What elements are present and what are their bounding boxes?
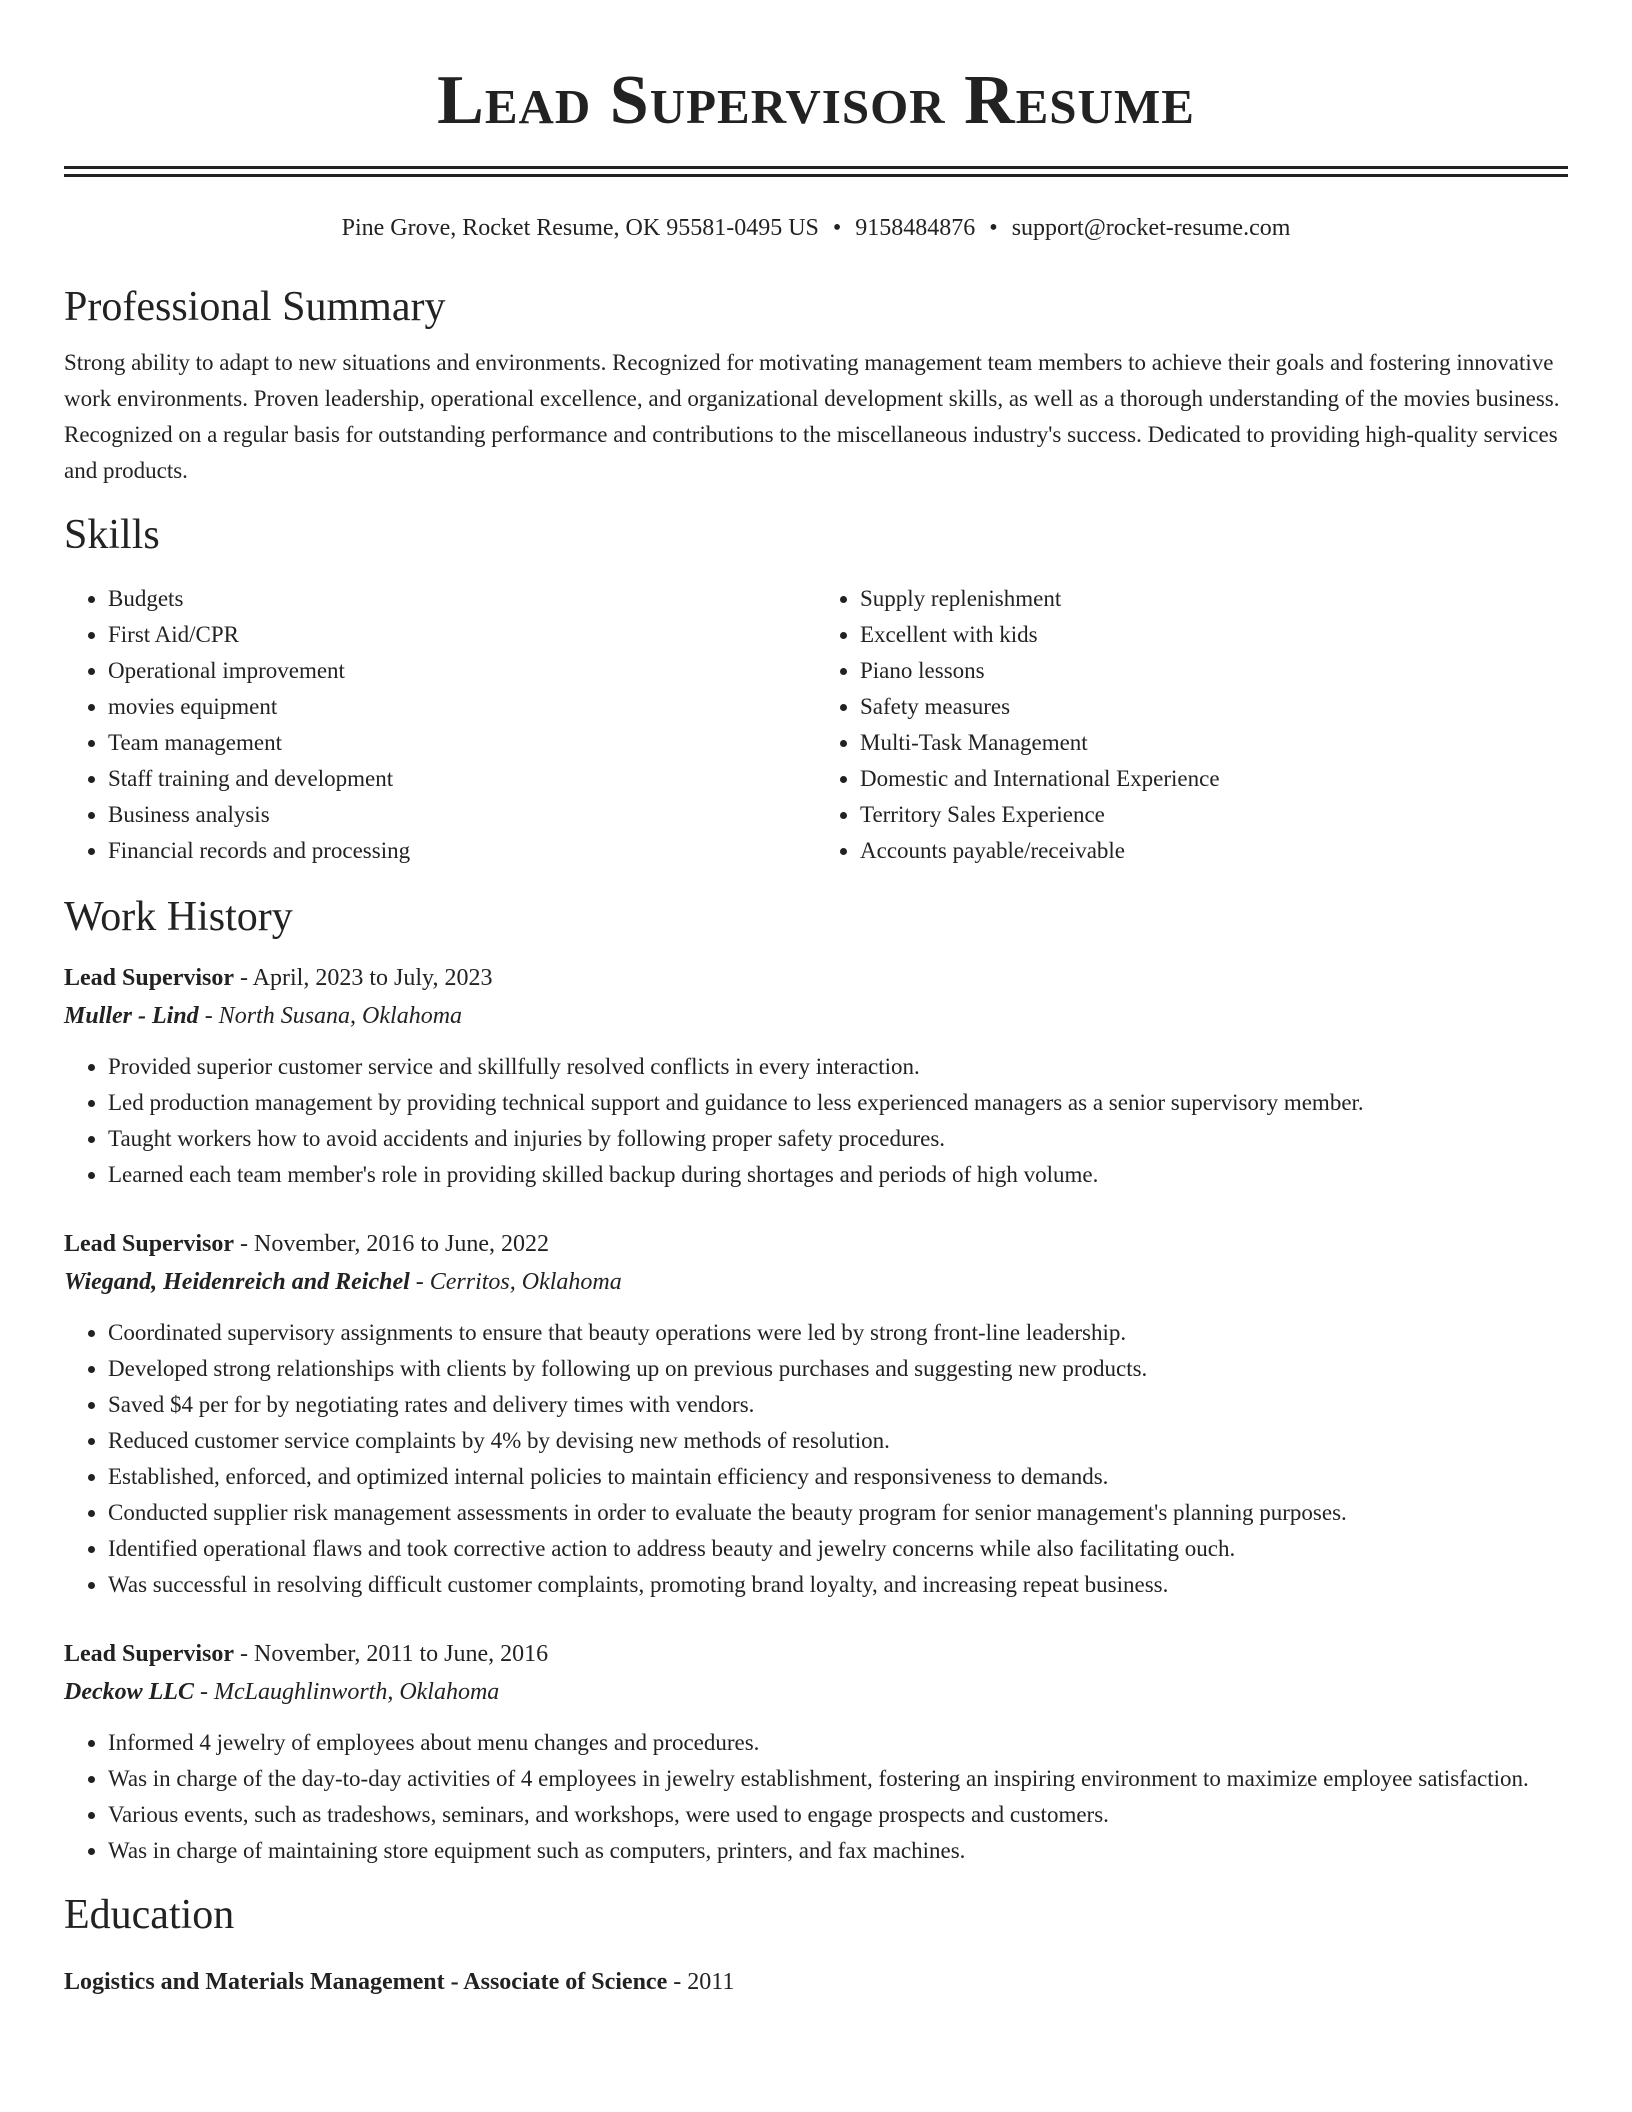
skill-item: • Business analysis [108, 797, 816, 833]
skills-section [64, 511, 1568, 869]
title-divider-thick [64, 166, 1568, 169]
skill-item: • Accounts payable/receivable [860, 833, 1568, 869]
contact-phone: 9158484876 [855, 215, 976, 241]
skill-item: • Piano lessons [860, 653, 1568, 689]
job-bullet: • Reduced customer service complaints by 4% by devising new methods of resolution. [108, 1423, 1568, 1459]
company-line [64, 997, 1568, 1035]
title-divider-thin [64, 174, 1568, 177]
contact-line [64, 213, 1568, 243]
company-name: Wiegand, Heidenreich and Reichel [64, 1269, 410, 1295]
job-bullet: • Led production management by providing technical support and guidance to less experienced managers as a senior supervisory member. [108, 1085, 1568, 1121]
contact-separator: • [989, 215, 998, 241]
work-history-section [64, 893, 1568, 1869]
contact-email: support@rocket-resume.com [1011, 215, 1291, 241]
contact-separator: • [832, 215, 842, 241]
job-bullet: • Identified operational flaws and took corrective action to address beauty and jewelry concerns while also facilitating ouch. [108, 1531, 1568, 1567]
job-title-line [64, 1225, 1568, 1263]
work-history-heading: Work History [64, 894, 293, 940]
job-bullet: • Coordinated supervisory assignments to ensure that beauty operations were led by strong front-line leadership. [108, 1315, 1568, 1351]
skill-item: • Safety measures [860, 689, 1568, 725]
education-heading: Education [64, 1892, 235, 1938]
education-year: - 2011 [667, 1969, 735, 1995]
skill-item: • Excellent with kids [860, 617, 1568, 653]
job-dates: - November, 2011 to June, 2016 [234, 1641, 549, 1667]
job-bullet: • Established, enforced, and optimized internal policies to maintain efficiency and responsiveness to demands. [108, 1459, 1568, 1495]
job-bullet: • Informed 4 jewelry of employees about menu changes and procedures. [108, 1725, 1568, 1761]
job-dates: - November, 2016 to June, 2022 [234, 1231, 550, 1257]
skill-item: • Budgets [108, 581, 816, 617]
job-bullet: • Saved $4 per for by negotiating rates and delivery times with vendors. [108, 1387, 1568, 1423]
summary-text: Strong ability to adapt to new situations and environments. Recognized for motivating management team members to achieve their goals and fostering innovative work environments. Proven leadership, operational excellence, and organizational development skills, as well as a thorough understanding of the movies business. Recognized on a regular basis for outstanding performance and contributions to the miscellaneous industry's success. Dedicated to providing high-quality services and products. [64, 350, 1560, 483]
skill-item: • Team management [108, 725, 816, 761]
job-bullet: • Was in charge of the day-to-day activities of 4 employees in jewelry establishment, fostering an inspiring environment to maximize employee satisfaction. [108, 1761, 1568, 1797]
job-bullet: • Was successful in resolving difficult customer complaints, promoting brand loyalty, and increasing repeat business. [108, 1567, 1568, 1603]
job-bullet: • Conducted supplier risk management assessments in order to evaluate the beauty program for senior management's planning purposes. [108, 1495, 1568, 1531]
skill-item: • Territory Sales Experience [860, 797, 1568, 833]
company-name: Deckow LLC [64, 1679, 194, 1705]
company-name: Muller - Lind [64, 1003, 199, 1029]
company-line [64, 1263, 1568, 1301]
summary-heading: Professional Summary [64, 284, 446, 330]
job-title-line [64, 1635, 1568, 1673]
job-bullet: • Learned each team member's role in providing skilled backup during shortages and periods of high volume. [108, 1157, 1568, 1193]
job-title: Lead Supervisor [64, 1641, 235, 1667]
skill-item: • Multi-Task Management [860, 725, 1568, 761]
skill-item: • movies equipment [108, 689, 816, 725]
job-dates: - April, 2023 to July, 2023 [234, 965, 493, 991]
education-degree: Logistics and Materials Management - Associate of Science [64, 1969, 668, 1995]
skill-item: • First Aid/CPR [108, 617, 816, 653]
job-bullet: • Provided superior customer service and skillfully resolved conflicts in every interaction. [108, 1049, 1568, 1085]
summary-section [64, 283, 1568, 489]
skill-item: • Domestic and International Experience [860, 761, 1568, 797]
education-section [64, 1891, 1568, 2001]
job-title-line [64, 959, 1568, 997]
job-bullets [64, 1049, 1568, 1193]
education-entry [64, 1963, 1568, 2001]
job-entry [64, 1225, 1568, 1603]
job-bullets [64, 1315, 1568, 1603]
job-bullet: • Taught workers how to avoid accidents and injuries by following proper safety procedures. [108, 1121, 1568, 1157]
job-entry [64, 959, 1568, 1193]
skill-item: • Staff training and development [108, 761, 816, 797]
job-bullets [64, 1725, 1568, 1869]
skill-item: • Operational improvement [108, 653, 816, 689]
skill-item: • Supply replenishment [860, 581, 1568, 617]
job-bullet: • Was in charge of maintaining store equipment such as computers, printers, and fax machines. [108, 1833, 1568, 1869]
company-location: - North Susana, Oklahoma [198, 1003, 463, 1029]
job-title: Lead Supervisor [64, 965, 235, 991]
page-title: Lead Supervisor Resume [437, 62, 1195, 139]
skills-list-right [816, 581, 1568, 869]
contact-address: Pine Grove, Rocket Resume, OK 95581-0495 US [341, 215, 819, 241]
skills-columns [64, 581, 1568, 869]
job-bullet: • Various events, such as tradeshows, seminars, and workshops, were used to engage prospects and customers. [108, 1797, 1568, 1833]
skill-item: • Financial records and processing [108, 833, 816, 869]
job-bullet: • Developed strong relationships with clients by following up on previous purchases and suggesting new products. [108, 1351, 1568, 1387]
skills-heading: Skills [64, 512, 160, 558]
company-location: - Cerritos, Oklahoma [409, 1269, 622, 1295]
company-location: - McLaughlinworth, Oklahoma [193, 1679, 500, 1705]
skills-list-left [64, 581, 816, 869]
job-entry [64, 1635, 1568, 1869]
company-line [64, 1673, 1568, 1711]
job-title: Lead Supervisor [64, 1231, 235, 1257]
